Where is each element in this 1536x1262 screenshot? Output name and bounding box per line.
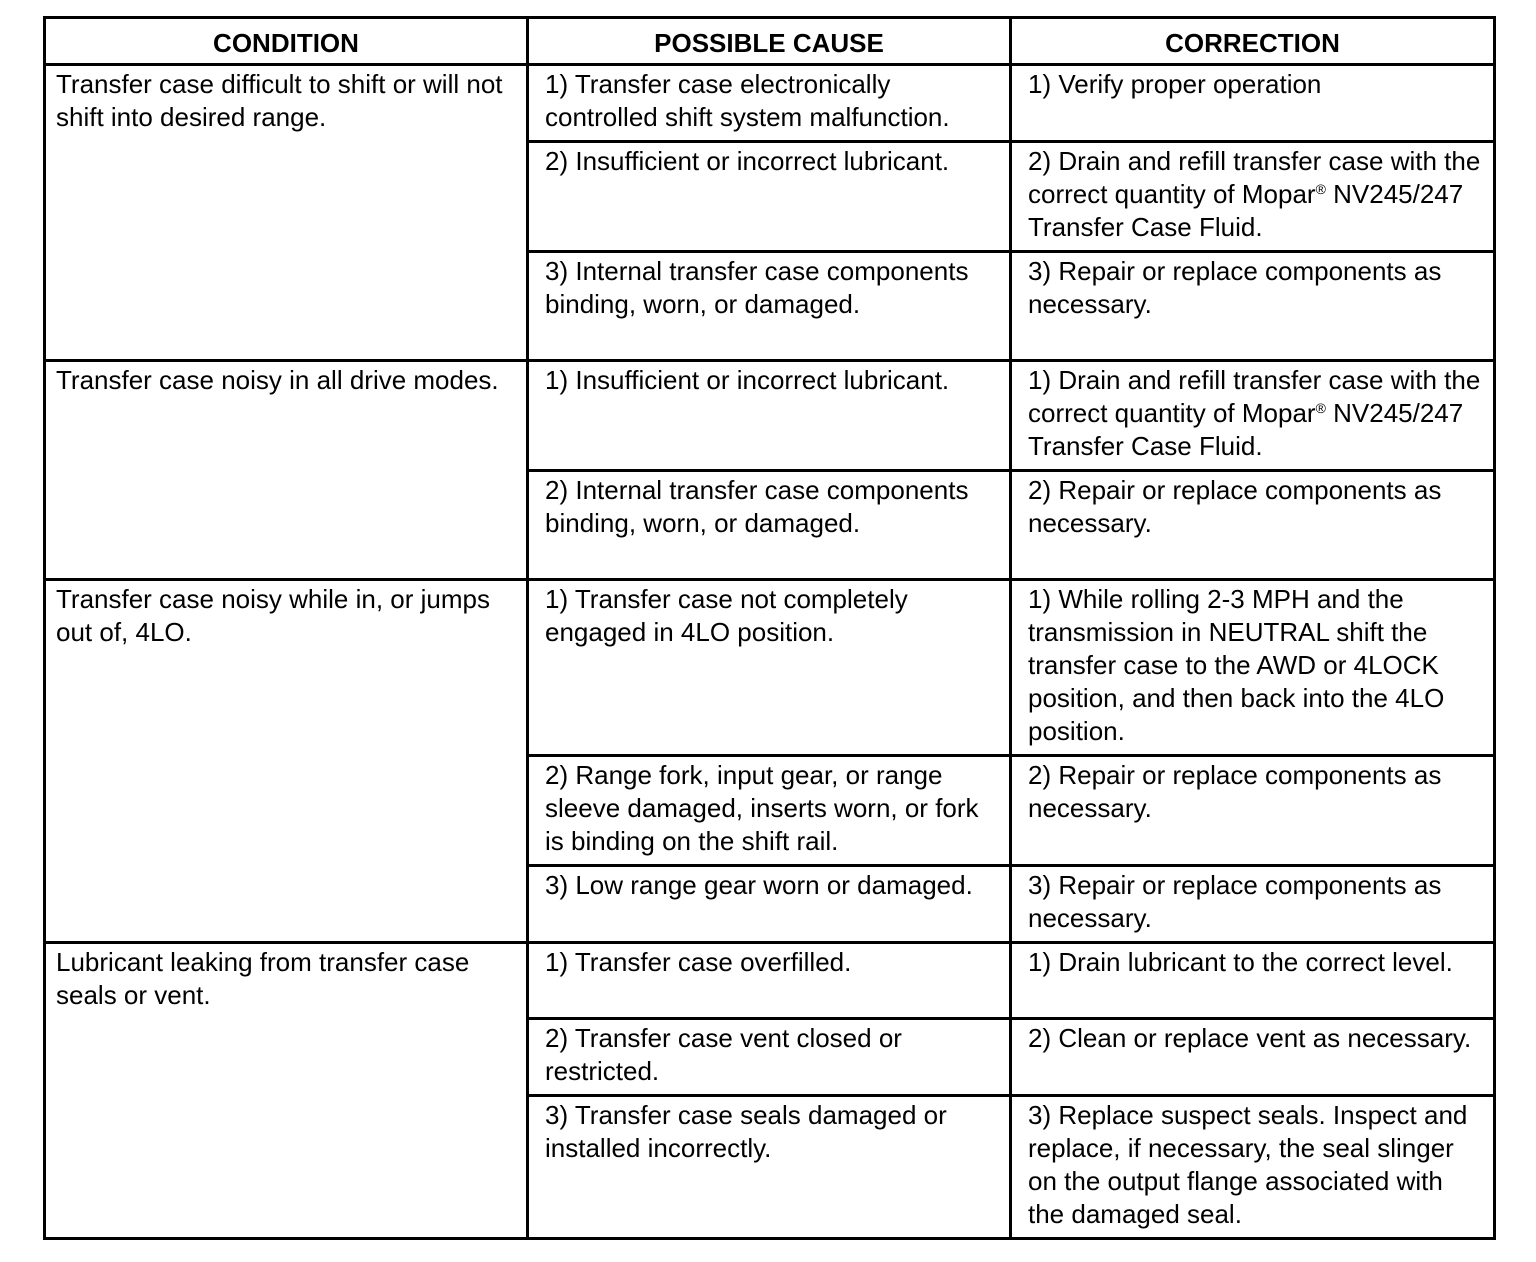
condition-cell: Transfer case noisy while in, or jumps out of, 4LO. xyxy=(45,580,528,943)
cause-cell: 1) Transfer case overfilled. xyxy=(528,943,1011,1019)
correction-cell: 2) Clean or replace vent as necessary. xyxy=(1011,1019,1495,1096)
correction-cell: 2) Repair or replace components as necessary. xyxy=(1011,756,1495,866)
cause-cell: 2) Internal transfer case components binding, worn, or damaged. xyxy=(528,471,1011,580)
correction-cell: 3) Repair or replace components as necessary. xyxy=(1011,252,1495,361)
correction-cell: 2) Repair or replace components as necessary. xyxy=(1011,471,1495,580)
table-row xyxy=(45,580,1495,756)
condition-cell: Lubricant leaking from transfer case seals or vent. xyxy=(45,943,528,1239)
cause-cell: 1) Transfer case not completely engaged in 4LO position. xyxy=(528,580,1011,756)
correction-cell: 3) Repair or replace components as necessary. xyxy=(1011,866,1495,943)
header-possible-cause: POSSIBLE CAUSE xyxy=(528,18,1011,65)
cause-cell: 2) Insufficient or incorrect lubricant. xyxy=(528,142,1011,252)
cause-cell: 1) Transfer case electronically controlled shift system malfunction. xyxy=(528,65,1011,142)
header-row xyxy=(45,18,1495,65)
cause-cell: 2) Transfer case vent closed or restricted. xyxy=(528,1019,1011,1096)
correction-cell: 1) Drain lubricant to the correct level. xyxy=(1011,943,1495,1019)
correction-cell xyxy=(1011,361,1495,471)
condition-cell: Transfer case difficult to shift or will not shift into desired range. xyxy=(45,65,528,361)
cause-cell: 3) Internal transfer case components binding, worn, or damaged. xyxy=(528,252,1011,361)
header-correction: CORRECTION xyxy=(1011,18,1495,65)
condition-cell: Transfer case noisy in all drive modes. xyxy=(45,361,528,580)
correction-cell xyxy=(1011,142,1495,252)
table-row xyxy=(45,65,1495,142)
cause-cell: 1) Insufficient or incorrect lubricant. xyxy=(528,361,1011,471)
cause-cell: 3) Transfer case seals damaged or installed incorrectly. xyxy=(528,1096,1011,1239)
correction-cell: 3) Replace suspect seals. Inspect and replace, if necessary, the seal slinger on the output flange associated with the damaged seal. xyxy=(1011,1096,1495,1239)
table-row xyxy=(45,943,1495,1019)
cause-cell: 3) Low range gear worn or damaged. xyxy=(528,866,1011,943)
header-condition: CONDITION xyxy=(45,18,528,65)
registered-mark: ® xyxy=(1315,181,1326,197)
correction-text: NV245/247 Transfer Case Fluid. xyxy=(1028,179,1464,242)
correction-cell: 1) While rolling 2-3 MPH and the transmission in NEUTRAL shift the transfer case to the AWD or 4LOCK position, and then back into the 4LO position. xyxy=(1011,580,1495,756)
correction-cell: 1) Verify proper operation xyxy=(1011,65,1495,142)
diagnosis-table xyxy=(43,16,1496,1240)
cause-cell: 2) Range fork, input gear, or range sleeve damaged, inserts worn, or fork is binding on the shift rail. xyxy=(528,756,1011,866)
correction-text: NV245/247 Transfer Case Fluid. xyxy=(1028,398,1464,461)
registered-mark: ® xyxy=(1315,400,1326,416)
correction-text: 2) Drain and refill transfer case with the correct quantity of Mopar xyxy=(1028,146,1481,209)
table-row xyxy=(45,361,1495,471)
correction-text: 1) Drain and refill transfer case with the correct quantity of Mopar xyxy=(1028,365,1481,428)
